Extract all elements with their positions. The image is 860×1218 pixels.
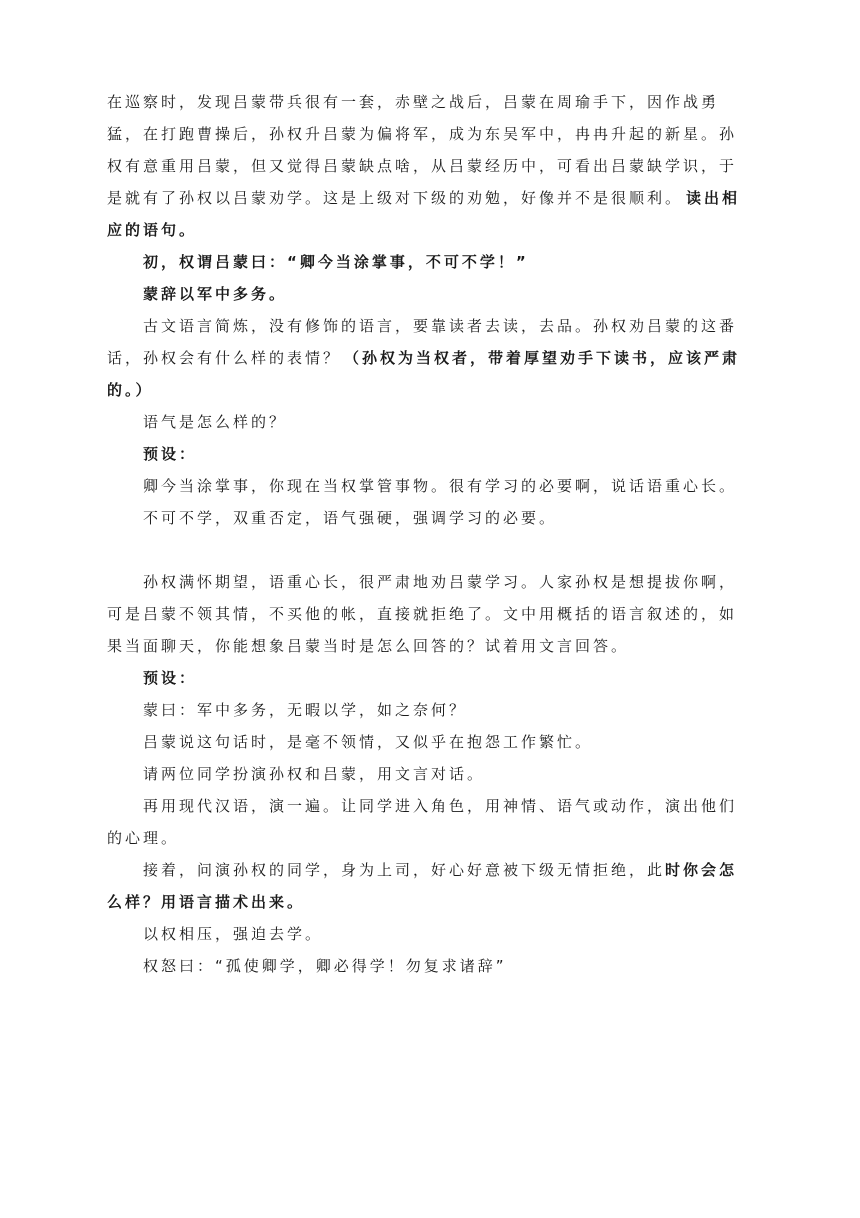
paragraph-spacer xyxy=(107,534,753,566)
preset-label: 预设： xyxy=(143,669,198,687)
paragraph-intro-text: 在巡察时，发现吕蒙带兵很有一套，赤壁之战后，吕蒙在周瑜手下，因作战勇猛，在打跑曹操后，孙权升吕蒙为偏将军，成为东吴军中，冉冉升起的新星。孙权有意重用吕蒙，但又觉得吕蒙缺点啥，从吕蒙经历中，可看出吕蒙缺学识，于是就有了孙权以吕蒙劝学。这是上级对下级的劝勉，好像并不是很顺利。 xyxy=(107,93,738,207)
answer-line: 以权相压，强迫去学。 xyxy=(143,925,324,943)
answer-line: 不可不学，双重否定，语气强硬，强调学习的必要。 xyxy=(143,509,558,527)
task-line: 再用现代汉语，演一遍。让同学进入角色，用神情、语气或动作，演出他们的心理。 xyxy=(107,797,738,847)
answer-line: 吕蒙说这句话时，是毫不领情，又似乎在抱怨工作繁忙。 xyxy=(143,733,594,751)
paragraph-followup-text: 接着，问演孙权的同学，身为上司，好心好意被下级无情拒绝，此 xyxy=(143,861,666,879)
paragraph-intro-instruction: 读出相应的语句。 xyxy=(107,189,741,239)
paragraph-intro xyxy=(107,86,753,246)
paragraph-followup xyxy=(107,854,753,918)
paragraph-analysis-text: 古文语言简炼，没有修饰的语言，要靠读者去读，去品。孙权劝吕蒙的这番话，孙权会有什么样的表情？ xyxy=(107,317,738,367)
quote-lu-meng: 蒙辞以军中多务。 xyxy=(143,285,288,303)
answer-line: 卿今当涂掌事，你现在当权掌管事物。很有学习的必要啊，说话语重心长。 xyxy=(143,477,738,495)
quote-sun-quan: 初，权谓吕蒙曰：“卿今当涂掌事，不可不学！” xyxy=(143,253,529,271)
question-tone: 语气是怎么样的？ xyxy=(143,413,288,431)
paragraph-followup-instruction: 时你会怎么样？用语言描术出来。 xyxy=(107,861,738,911)
answer-line: 权怒曰：“孤使卿学，卿必得学！勿复求诸辞” xyxy=(143,957,507,975)
paragraph-imagine: 孙权满怀期望，语重心长，很严肃地劝吕蒙学习。人家孙权是想提拔你啊，可是吕蒙不领其情，不买他的帐，直接就拒绝了。文中用概括的语言叙述的，如果当面聊天，你能想象吕蒙当时是怎么回答的？试着用文言回答。 xyxy=(107,573,738,655)
document-body xyxy=(107,86,753,982)
paragraph-analysis-answer: （孙权为当权者，带着厚望劝手下读书，应该严肃的。） xyxy=(107,349,741,399)
paragraph-analysis xyxy=(107,310,753,406)
preset-label: 预设： xyxy=(143,445,198,463)
answer-line: 蒙曰：军中多务，无暇以学，如之奈何？ xyxy=(143,701,468,719)
task-line: 请两位同学扮演孙权和吕蒙，用文言对话。 xyxy=(143,765,486,783)
